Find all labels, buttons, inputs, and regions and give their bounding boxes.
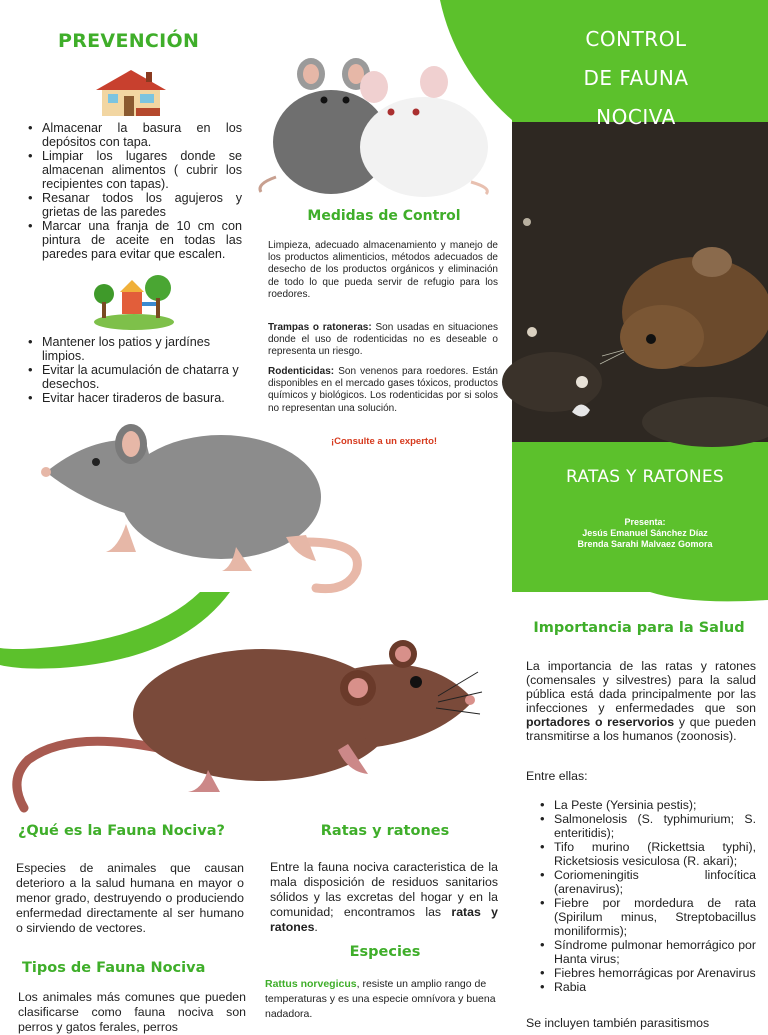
rodenticidas-text: Son venenos para roedores. Están disponibles en el mercado gases tóxicos, productos químicos y biológicos. Los rodenticidas por si solos no representan una solución.	[268, 366, 498, 414]
list-item: • Marcar una franja de 10 cm con pintura de aceite en todas las paredes para evitar que escalen.	[24, 219, 242, 261]
list-item: • Evitar la acumulación de chatarra y desechos.	[24, 363, 244, 391]
consulte-note: ¡Consulte a un experto!	[330, 436, 438, 447]
mouse-photo	[512, 122, 768, 442]
disease-list	[536, 798, 756, 994]
tipos-text: Los animales más comunes que pueden clasificarse como fauna nociva son perros y gatos ferales, perros	[18, 990, 246, 1034]
especies-text	[265, 977, 499, 1022]
importancia-text-end: y que pueden transmitirse a los humanos (zoonosis).	[526, 715, 756, 743]
list-item: • Rabia	[536, 980, 756, 994]
importancia-tail-text: Se incluyen también parasitismos	[526, 1016, 710, 1030]
medidas-paragraph-1: Limpieza, adecuado almacenamiento y manejo de los productos alimenticios, métodos adecuados de desecho de los productos orgánicos y eliminación de todo lo que pueda servir de refugio para los roedores.	[268, 240, 498, 300]
list-item: • La Peste (Yersinia pestis);	[536, 798, 756, 812]
author-name: Brenda Sarahi Malvaez Gomora	[577, 539, 713, 549]
que-es-text: Especies de animales que causan deterioro a la salud humana en mayor o menor grado, destruyendo o produciendo enfermedad directamente al ser humano o sirviendo de vectores.	[16, 861, 244, 935]
ratas-title: Ratas y ratones	[320, 823, 450, 839]
entre-ellas-label: Entre ellas:	[526, 769, 588, 783]
ratas-text-end: .	[314, 920, 318, 934]
especies-title: Especies	[349, 944, 421, 960]
ratas-text-bold: ratas y ratones	[270, 905, 498, 934]
importancia-title: Importancia para la Salud	[533, 620, 745, 636]
park-icon	[92, 272, 176, 332]
list-item: • Síndrome pulmonar hemorrágico por Hanta virus;	[536, 938, 756, 966]
trampas-text: Son usadas en situaciones donde el uso de rodenticidas no es deseable o representa un riesgo.	[268, 322, 498, 358]
tipos-title: Tipos de Fauna Nociva	[22, 960, 206, 976]
list-item: • Coriomeningitis linfocítica (arenavirus);	[536, 868, 756, 896]
prevencion-list-2	[24, 335, 244, 405]
list-item: • Mantener los patios y jardínes limpios.	[24, 335, 244, 363]
ratas-text	[270, 860, 498, 935]
species-description: , resiste un amplio rango de temperaturas y es una especie omnívora y buena nadadora.	[265, 978, 496, 1020]
list-item: • Fiebres hemorrágicas por Arenavirus	[536, 966, 756, 980]
cover-title-line: CONTROL	[585, 27, 687, 51]
cover-subtitle: RATAS Y RATONES	[565, 467, 725, 487]
list-item: • Limpiar los lugares donde se almacenan alimentos ( cubrir los recipientes con tapas).	[24, 149, 242, 191]
ratas-text-start: Entre la fauna nociva caracteristica de la mala disposición de residuos sanitarios sólidos y las excretas del hogar y en la comunidad; encontramos las	[270, 860, 498, 919]
two-rats-photo	[256, 52, 492, 198]
presenta-block	[530, 517, 760, 550]
medidas-paragraph-2	[268, 322, 498, 359]
importancia-text	[526, 659, 756, 743]
house-icon	[92, 66, 170, 118]
importancia-text-bold: portadores o reservorios	[526, 715, 675, 729]
list-item: • Almacenar la basura en los depósitos con tapa.	[24, 121, 242, 149]
medidas-paragraph-3	[268, 366, 498, 415]
presenta-label: Presenta:	[624, 517, 666, 527]
cover-title-line: NOCIVA	[596, 105, 676, 129]
importancia-text-start: La importancia de las ratas y ratones (comensales y silvestres) para la salud pública está dada principalmente por las infecciones y enfermedades que son	[526, 659, 756, 715]
brown-rat-illustration	[8, 630, 482, 820]
medidas-title: Medidas de Control	[307, 208, 461, 224]
prevencion-list-1	[24, 121, 242, 261]
cover-title-line: DE FAUNA	[583, 66, 689, 90]
rodenticidas-label: Rodenticidas:	[268, 366, 335, 377]
author-name: Jesús Emanuel Sánchez Díaz	[582, 528, 708, 538]
que-es-title: ¿Qué es la Fauna Nociva?	[18, 823, 225, 839]
list-item: • Resanar todos los agujeros y grietas de las paredes	[24, 191, 242, 219]
prevencion-title: PREVENCIÓN	[58, 30, 200, 52]
list-item: • Fiebre por mordedura de rata (Spirilum minus, Streptobacillus moniliformis);	[536, 896, 756, 938]
cover-title	[536, 20, 736, 137]
trampas-label: Trampas o ratoneras:	[268, 322, 372, 333]
list-item: • Salmonelosis (S. typhimurium; S. enteritidis);	[536, 812, 756, 840]
species-name: Rattus norvegicus	[265, 978, 357, 990]
list-item: • Tifo murino (Rickettsia typhi), Ricketsiosis vesiculosa (R. akari);	[536, 840, 756, 868]
list-item: • Evitar hacer tiraderos de basura.	[24, 391, 244, 405]
